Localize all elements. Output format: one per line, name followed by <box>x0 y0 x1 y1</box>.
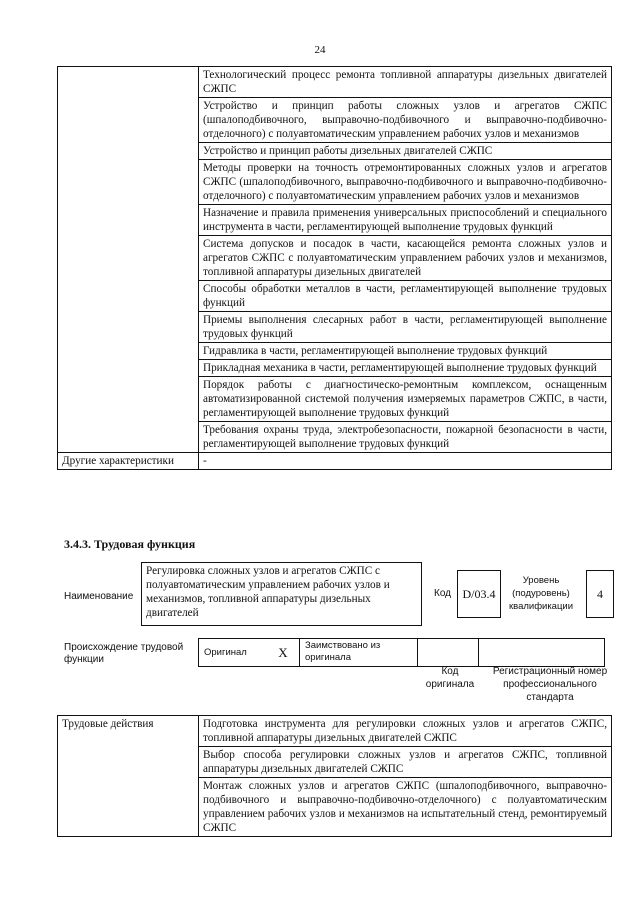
table-cell: Назначение и правила применения универсальных приспособлений и специального инструмента в части, регламентирующей выполнение трудовых функций <box>199 205 612 236</box>
table-cell: Приемы выполнения слесарных работ в части, регламентирующей выполнение трудовых функций <box>199 312 612 343</box>
labor-actions-label: Трудовые действия <box>58 716 199 837</box>
name-label: Наименование <box>64 591 134 602</box>
borrowed-label: Заимствовано из оригинала <box>300 639 418 667</box>
other-characteristics-value: - <box>199 453 612 470</box>
table-row <box>58 716 612 747</box>
code-value-box: D/03.4 <box>457 570 501 618</box>
qualification-level-box: 4 <box>586 570 614 618</box>
table-cell: Система допусков и посадок в части, касающейся ремонта сложных узлов и агрегатов СЖПС с полуавтоматическим управлением рабочих узлов и механизмов, топливной аппаратуры дизельных двигателей <box>199 236 612 281</box>
row-label-cell <box>58 67 199 453</box>
table-cell: Технологический процесс ремонта топливной аппаратуры дизельных двигателей СЖПС <box>199 67 612 98</box>
table-cell: Гидравлика в части, регламентирующей выполнение трудовых функций <box>199 343 612 360</box>
other-characteristics-row <box>58 453 612 470</box>
table-cell: Выбор способа регулировки сложных узлов и агрегатов СЖПС, топливной аппаратуры дизельных двигателей СЖПС <box>199 747 612 778</box>
original-mark: X <box>267 639 300 667</box>
registration-number-label: Регистрационный номер профессионального стандарта <box>492 666 608 703</box>
table-cell: Устройство и принцип работы сложных узлов и агрегатов СЖПС (шпалоподбивочного, выправочно-подбивочного и выправочно-подбивочно-отделочного) с полуавтоматическим управлением рабочих узлов и механизмов <box>199 98 612 143</box>
function-name-box: Регулировка сложных узлов и агрегатов СЖПС с полуавтоматическим управлением рабочих узлов и механизмов, топливной аппаратуры дизельных двигателей <box>141 562 422 626</box>
table-cell: Способы обработки металлов в части, регламентирующей выполнение трудовых функций <box>199 281 612 312</box>
original-label: Оригинал <box>199 639 268 667</box>
registration-number-cell <box>479 639 605 667</box>
code-label: Код <box>434 588 452 599</box>
page-number: 24 <box>314 44 326 56</box>
table-cell: Подготовка инструмента для регулировки сложных узлов и агрегатов СЖПС, топливной аппаратуры дизельных двигателей СЖПС <box>199 716 612 747</box>
table-cell: Устройство и принцип работы дизельных двигателей СЖПС <box>199 143 612 160</box>
origin-table <box>198 638 605 667</box>
table-cell: Монтаж сложных узлов и агрегатов СЖПС (шпалоподбивочного, выправочно-подбивочного и выправочно-подбивочно-отделочного) с полуавтоматическим управлением рабочих узлов и механизмов на испытательный стенд, ремонтируемый СЖПС <box>199 778 612 837</box>
knowledge-table <box>57 66 612 470</box>
code-of-original-label: Код оригинала <box>425 666 475 690</box>
table-cell: Методы проверки на точность отремонтированных сложных узлов и агрегатов СЖПС (шпалоподбивочного, выправочно-подбивочного и выправочно-подбивочно-отделочного) с полуавтоматическим управлением рабочих узлов и механизмов <box>199 160 612 205</box>
qualification-level-label: Уровень (подуровень) квалификации <box>508 575 574 612</box>
table-cell: Порядок работы с диагностическо-ремонтным комплексом, оснащенным автоматизированной системой получения измеряемых параметров СЖПС, в части, регламентирующей выполнение трудовых функций <box>199 377 612 422</box>
table-cell: Прикладная механика в части, регламентирующей выполнение трудовых функций <box>199 360 612 377</box>
labor-actions-table <box>57 715 612 837</box>
section-title: 3.4.3. Трудовая функция <box>64 537 196 551</box>
origin-label: Происхождение трудовой функции <box>64 642 184 665</box>
other-characteristics-label: Другие характеристики <box>58 453 199 470</box>
table-cell: Требования охраны труда, электробезопасности, пожарной безопасности в части, регламентирующей выполнение трудовых функций <box>199 422 612 453</box>
table-row <box>58 67 612 98</box>
code-of-original-cell <box>418 639 479 667</box>
